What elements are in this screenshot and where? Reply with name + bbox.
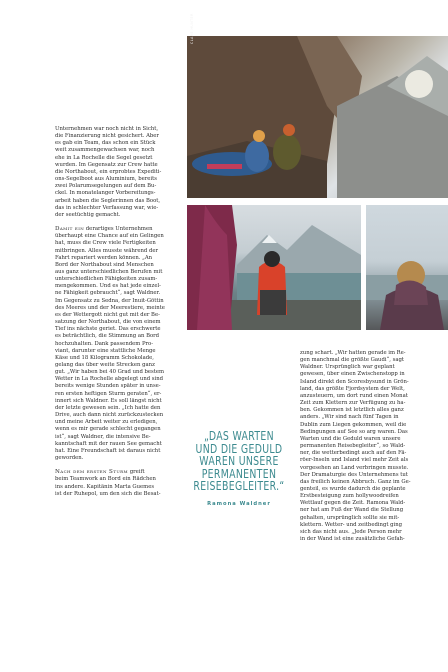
pull-quote-author: Ramona Waldner bbox=[207, 500, 271, 507]
photo-climbers-bivouac bbox=[187, 36, 448, 198]
paragraph bbox=[55, 469, 169, 498]
photo-credit: CLARE HUNTER bbox=[190, 13, 194, 44]
paragraph: zung schart. „Wir hatten gerade im Re- gen manchmal die größte Gaudi“, sagt Waldner. Ursprünglich war geplant gewesen, über einen Zwischenstopp in Island direkt den Scoresbysund in Grön- land, das größte Fjordsystem der Welt, anzusteuern, um dort rund einen Monat Zeit zum Klettern zur Verfügung zu ha- ben. Gekommen ist letztlich alles ganz anders. „Wir sind nach fünf Tagen in Dublin zum Liegen gekommen, weil die Bedingungen auf See so arg waren. Das Warten und die Geduld waren unsere permanenten Reisebegleiter“, so Wald- ner, die wetterbedingt auch auf den Fä- röer-Inseln und Island viel mehr Zeit als vorgesehen an Land verbringen musste. Der Dramaturgie des Unternehmens tut das freilich keinen Abbruch. Ganz im Ge- genteil, es wurde dadurch die geplante Erstbesteigung zum hollywoodreifen Wettlauf gegen die Zeit. Ramona Wald- ner hat am Fuß der Wand die Stellung gehalten, ursprünglich sollte sie mit- klettern. Wetter- und zeitbedingt ging sich das nicht aus. „Jede Person mehr in der Wand ist eine zusätzliche Gefah- bbox=[300, 350, 411, 543]
paragraph bbox=[55, 226, 169, 462]
paragraph-lead-in: Damit ein bbox=[55, 226, 85, 233]
photo-bivouac-illustration bbox=[187, 36, 448, 198]
pull-quote bbox=[180, 430, 298, 507]
pull-quote-text: „DAS WARTEN UND DIE GEDULD WAREN UNSERE PERMANENTEN REISEBEGLEITER.“ bbox=[193, 429, 285, 494]
photo-climber-looking bbox=[366, 205, 448, 330]
photo-climber-at-lake bbox=[187, 205, 361, 330]
article-column-left bbox=[55, 126, 169, 505]
photo-lake-illustration bbox=[187, 205, 361, 330]
photo-climber-illustration bbox=[366, 205, 448, 330]
paragraph-body: derartiges Unternehmen überhaupt eine Chance auf ein Gelingen hat, muss die Crew viele Fertigkeiten mitbringen. Alles musste während der Fahrt repariert werden können. „An Bord der Northabout sind Menschen aus ganz unterschiedlichen Berufen mit unterschiedlichen Fähigkeiten zusam- mengekommen. Und es hat jede einzel- ne Fähigkeit gebraucht“, sagt Waldner. Im Gegensatz zu Sedna, der Inuit-Göttin des Meeres und der Meerestiere, meinte es der Wettergott nicht gut mit der Be- satzung der Northabout, die von einem Tief ins nächste geriet. Das erschwerte es beträchtlich, die Stimmung an Bord hochzuhalten. Dank passendem Pro- viant, darunter eine stattliche Menge Käse und 18 Kilogramm Schokolade, gelang das über weite Strecken ganz gut. „Wir haben bei 40 Grad und bestem Wetter in La Rochelle abgelegt und sind bereits wenige Stunden später in unse- ren ersten heftigen Sturm geraten“, er- innert sich Waldner. Es soll längst nicht der letzte gewesen sein. „Ich hatte den Drive, auch dann nicht zurückzustecken und meine Arbeit weiter zu erledigen, wenn es mir gerade schlecht gegangen ist“, sagt Waldner, die intensive Be- kanntschaft mit der rauen See gemacht hat. Eine Freundschaft ist daraus nicht geworden. bbox=[55, 226, 165, 462]
article-column-right bbox=[300, 350, 416, 550]
paragraph: Unternehmen war noch nicht in Sicht, die Finanzierung nicht gesichert. Aber es gab ein Team, das schon ein Stück weit zusammengewachsen war, noch ehe in La Rochelle die Segel gesetzt wurden. Im Gegensatz zur Crew hatte die Northabout, ein erprobtes Expediti- ons-Segelboot aus Aluminium, bereits zwei Polarumsegelungen auf dem Bu- ckel. In monatelanger Vorbereitungs- arbeit haben die Seglerinnen das Boot, das in schlechter Verfassung war, wie- der seetüchtig gemacht. bbox=[55, 126, 162, 218]
paragraph-lead-in: Nach dem ersten Sturm bbox=[55, 469, 129, 476]
paragraph-body: greift beim Teamwork an Bord ein Rädchen ins andere. Kapitänin Marta Guemes ist der Ruhepol, um den sich die Besat- bbox=[55, 469, 161, 497]
